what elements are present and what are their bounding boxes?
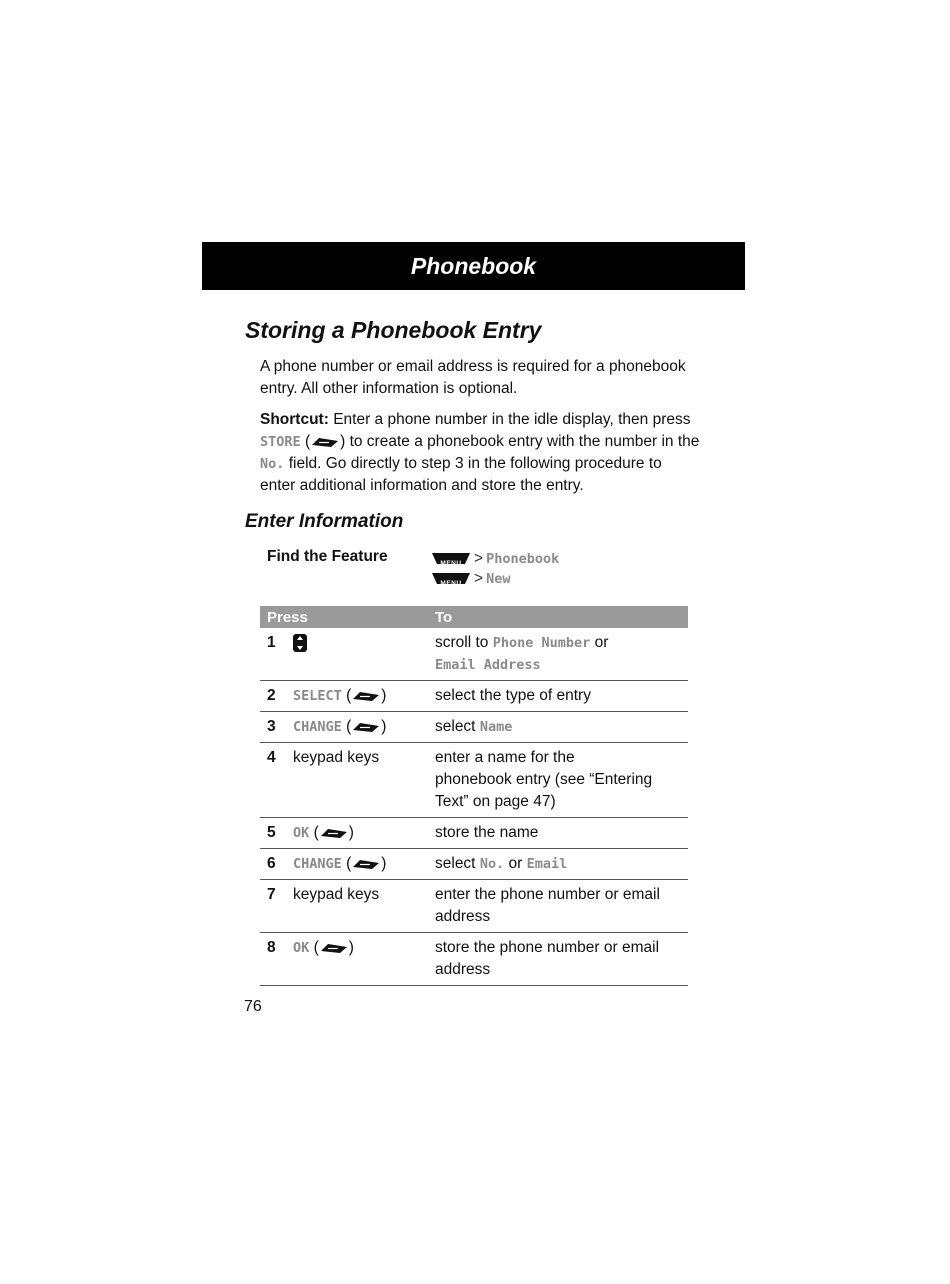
step-number: 8 xyxy=(260,933,293,986)
shortcut-text-3: field. Go directly to step 3 in the following procedure to enter additional information and store the entry. xyxy=(260,455,662,494)
right-soft-key-icon xyxy=(320,942,348,954)
menu-path-phonebook: Phonebook xyxy=(486,551,560,567)
find-feature-label: Find the Feature xyxy=(267,548,388,565)
step-press: keypad keys xyxy=(293,743,431,818)
right-soft-key-icon xyxy=(311,436,339,448)
path-separator: > xyxy=(474,570,484,587)
table-row xyxy=(260,818,688,849)
step-action xyxy=(431,628,688,681)
key-label-change: CHANGE xyxy=(293,719,342,735)
menu-path-line-2 xyxy=(432,569,559,589)
step-action: select the type of entry xyxy=(431,681,688,712)
step-number: 4 xyxy=(260,743,293,818)
table-row xyxy=(260,681,688,712)
step-press: OK ( ) xyxy=(293,818,431,849)
step-press: CHANGE ( ) xyxy=(293,849,431,880)
procedure-table xyxy=(260,606,688,986)
page-number: 76 xyxy=(244,998,262,1015)
step-action-text: enter a name for the phonebook entry (see “Entering Text” on page 47) xyxy=(435,749,653,810)
store-key-label: STORE xyxy=(260,434,301,450)
step-action-text: or xyxy=(504,855,527,872)
right-soft-key-icon xyxy=(352,858,380,870)
key-label-ok: OK xyxy=(293,940,310,956)
chapter-banner xyxy=(202,242,745,290)
step-number: 6 xyxy=(260,849,293,880)
table-row xyxy=(260,712,688,743)
step-press: keypad keys xyxy=(293,880,431,933)
table-row xyxy=(260,849,688,880)
right-soft-key-icon xyxy=(352,721,380,733)
step-action-text: store the phone number or email address xyxy=(435,939,660,978)
no-field-label: No. xyxy=(260,456,285,472)
step-number: 1 xyxy=(260,628,293,681)
step-action xyxy=(431,712,688,743)
key-label-select: SELECT xyxy=(293,688,342,704)
subsection-title: Enter Information xyxy=(245,511,404,532)
step-action xyxy=(431,933,688,986)
step-action-text: scroll to xyxy=(435,634,493,651)
shortcut-label: Shortcut: xyxy=(260,411,329,428)
step-number: 3 xyxy=(260,712,293,743)
key-label-ok: OK xyxy=(293,825,310,841)
chapter-title: Phonebook xyxy=(410,252,537,279)
display-text-email: Email xyxy=(526,856,568,872)
menu-key-icon xyxy=(432,572,470,588)
display-text-no: No. xyxy=(479,856,505,872)
intro-paragraph: A phone number or email address is required for a phonebook entry. All other information is optional. xyxy=(260,358,686,397)
menu-key-icon xyxy=(432,552,470,568)
step-action: store the name xyxy=(431,818,688,849)
step-action xyxy=(431,849,688,880)
section-title: Storing a Phonebook Entry xyxy=(245,317,542,343)
shortcut-paragraph: Shortcut: Enter a phone number in the idle display, then press STORE ( ) to create a phonebook entry with the number in the No. field. Go directly to step 3 in the following procedure to enter additional information and store the entry. xyxy=(260,411,700,494)
right-soft-key-icon xyxy=(320,827,348,839)
step-action-text: enter the phone number or email address xyxy=(435,886,660,925)
path-separator: > xyxy=(474,550,484,567)
step-action-text: or xyxy=(590,634,609,651)
step-press xyxy=(293,628,431,681)
table-row xyxy=(260,880,688,933)
step-action xyxy=(431,743,688,818)
step-number: 7 xyxy=(260,880,293,933)
navigation-key-icon xyxy=(293,634,307,652)
menu-path-line-1 xyxy=(432,549,559,569)
step-action xyxy=(431,880,688,933)
table-header-row xyxy=(260,606,688,628)
menu-key-label: MENU xyxy=(440,560,462,568)
table-row xyxy=(260,743,688,818)
display-text-email-address: Email Address xyxy=(435,657,541,673)
step-number: 2 xyxy=(260,681,293,712)
shortcut-text-2: ) to create a phonebook entry with the number in the xyxy=(340,433,700,450)
shortcut-text: Enter a phone number in the idle display, then press xyxy=(328,411,691,428)
header-to: To xyxy=(431,606,688,628)
step-number: 5 xyxy=(260,818,293,849)
key-label-change: CHANGE xyxy=(293,856,342,872)
display-text-phone-number: Phone Number xyxy=(492,635,591,651)
menu-path-new: New xyxy=(486,571,511,587)
find-feature-path xyxy=(432,549,559,589)
step-press: OK ( ) xyxy=(293,933,431,986)
step-press: SELECT ( ) xyxy=(293,681,431,712)
step-action-text: select xyxy=(435,855,480,872)
display-text-name: Name xyxy=(479,719,513,735)
header-press: Press xyxy=(260,606,431,628)
right-soft-key-icon xyxy=(352,690,380,702)
table-row xyxy=(260,933,688,986)
table-row xyxy=(260,628,688,681)
step-action-text: select xyxy=(435,718,480,735)
menu-key-label: MENU xyxy=(440,580,462,588)
step-press: CHANGE ( ) xyxy=(293,712,431,743)
